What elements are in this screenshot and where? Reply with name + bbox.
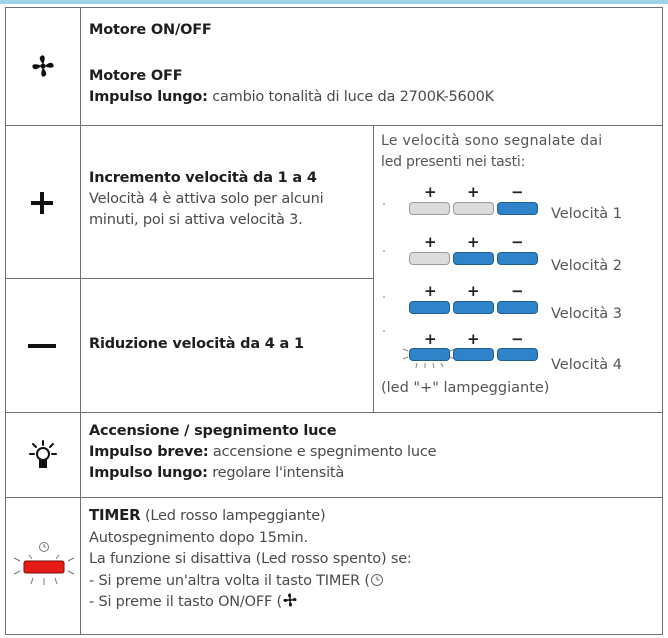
speed-3-label: Velocità 3	[551, 306, 623, 322]
plus-key-led-on	[409, 301, 450, 314]
table-border-top	[5, 7, 663, 8]
long-press-text: cambio tonalità di luce da 2700K-5600K	[207, 89, 494, 105]
column-divider	[373, 125, 374, 412]
increase-speed-line2: minuti, poi si attiva velocità 3.	[89, 212, 303, 228]
short-press-label: Impulso breve:	[89, 444, 209, 460]
speed-panel-intro	[381, 131, 661, 173]
table-border-right	[662, 7, 663, 635]
row-divider	[5, 278, 373, 279]
key-label-minus: −	[511, 282, 524, 300]
timer-line4: - Si preme il tasto ON/OFF (	[89, 594, 282, 610]
long-press-label: Impulso lungo:	[89, 465, 208, 481]
plus-key-led-blinking	[409, 348, 450, 361]
short-press-text: accensione e spegnimento luce	[208, 444, 437, 460]
key-label-plus: +	[424, 183, 437, 201]
plus-cell	[89, 168, 323, 231]
row-divider	[5, 412, 663, 413]
motor-title: Motore ON/OFF	[89, 22, 212, 38]
key-label-plus: +	[424, 282, 437, 300]
table-border-bottom	[5, 634, 663, 635]
light-cell	[89, 421, 436, 484]
row-divider	[5, 497, 663, 498]
timer-line2: La funzione si disattiva (Led rosso spento) se:	[89, 551, 412, 567]
speed-4-label: Velocità 4	[551, 357, 623, 373]
minus-key-led-on	[497, 202, 538, 215]
minus-key-led-on	[497, 252, 538, 265]
timer-title-note: (Led rosso lampeggiante)	[140, 508, 326, 524]
plus-icon	[30, 191, 54, 215]
timer-icon	[370, 573, 384, 587]
minus-icon	[28, 343, 56, 349]
increase-speed-title: Incremento velocità da 1 a 4	[89, 170, 317, 186]
key-label-minus: −	[511, 183, 524, 201]
key-label-plus: +	[467, 183, 480, 201]
plus-key-led-off	[409, 202, 450, 215]
key-label-minus: −	[511, 233, 524, 251]
plus-key-led-off	[409, 252, 450, 265]
speed-1-label: Velocità 1	[551, 206, 623, 222]
table-border-left	[5, 7, 6, 635]
minus-cell	[89, 334, 304, 355]
timer-cell	[89, 505, 412, 614]
plus-key-led-on	[453, 301, 494, 314]
plus-key-led-on	[453, 348, 494, 361]
speed-2-label: Velocità 2	[551, 258, 623, 274]
long-press-label: Impulso lungo:	[89, 89, 208, 105]
fan-icon	[30, 53, 56, 79]
minus-key-led-on	[497, 301, 538, 314]
timer-led-icon	[13, 540, 75, 590]
timer-title: TIMER	[89, 506, 141, 524]
column-divider	[80, 7, 81, 635]
key-label-plus: +	[467, 330, 480, 348]
bullet-dot	[383, 296, 385, 298]
key-label-plus: +	[467, 282, 480, 300]
blinking-note: (led "+" lampeggiante)	[381, 380, 550, 396]
motor-cell	[89, 20, 494, 108]
top-accent-line	[0, 0, 668, 4]
key-label-plus: +	[424, 233, 437, 251]
minus-key-led-on	[497, 348, 538, 361]
lightbulb-icon	[27, 440, 59, 472]
bullet-dot	[383, 330, 385, 332]
bullet-dot	[383, 203, 385, 205]
plus-key-led-on	[453, 252, 494, 265]
decrease-speed-title: Riduzione velocità da 4 a 1	[89, 336, 304, 352]
timer-line1: Autospegnimento dopo 15min.	[89, 529, 308, 546]
long-press-text: regolare l'intensità	[207, 465, 345, 481]
row-divider	[5, 125, 663, 126]
key-label-plus: +	[467, 233, 480, 251]
timer-line3: - Si preme un'altra volta il tasto TIMER (	[89, 572, 370, 589]
function-table	[5, 7, 663, 635]
plus-key-led-off	[453, 202, 494, 215]
fan-icon	[282, 592, 298, 608]
light-title: Accensione / spegnimento luce	[89, 423, 337, 439]
increase-speed-line1: Velocità 4 è attiva solo per alcuni	[89, 191, 324, 207]
speed-intro-line2: led presenti nei tasti:	[381, 154, 526, 170]
motor-off-title: Motore OFF	[89, 68, 183, 84]
key-label-plus: +	[424, 330, 437, 348]
bullet-dot	[383, 250, 385, 252]
speed-intro-line1: Le velocità sono segnalate dai	[381, 133, 603, 149]
key-label-minus: −	[511, 330, 524, 348]
